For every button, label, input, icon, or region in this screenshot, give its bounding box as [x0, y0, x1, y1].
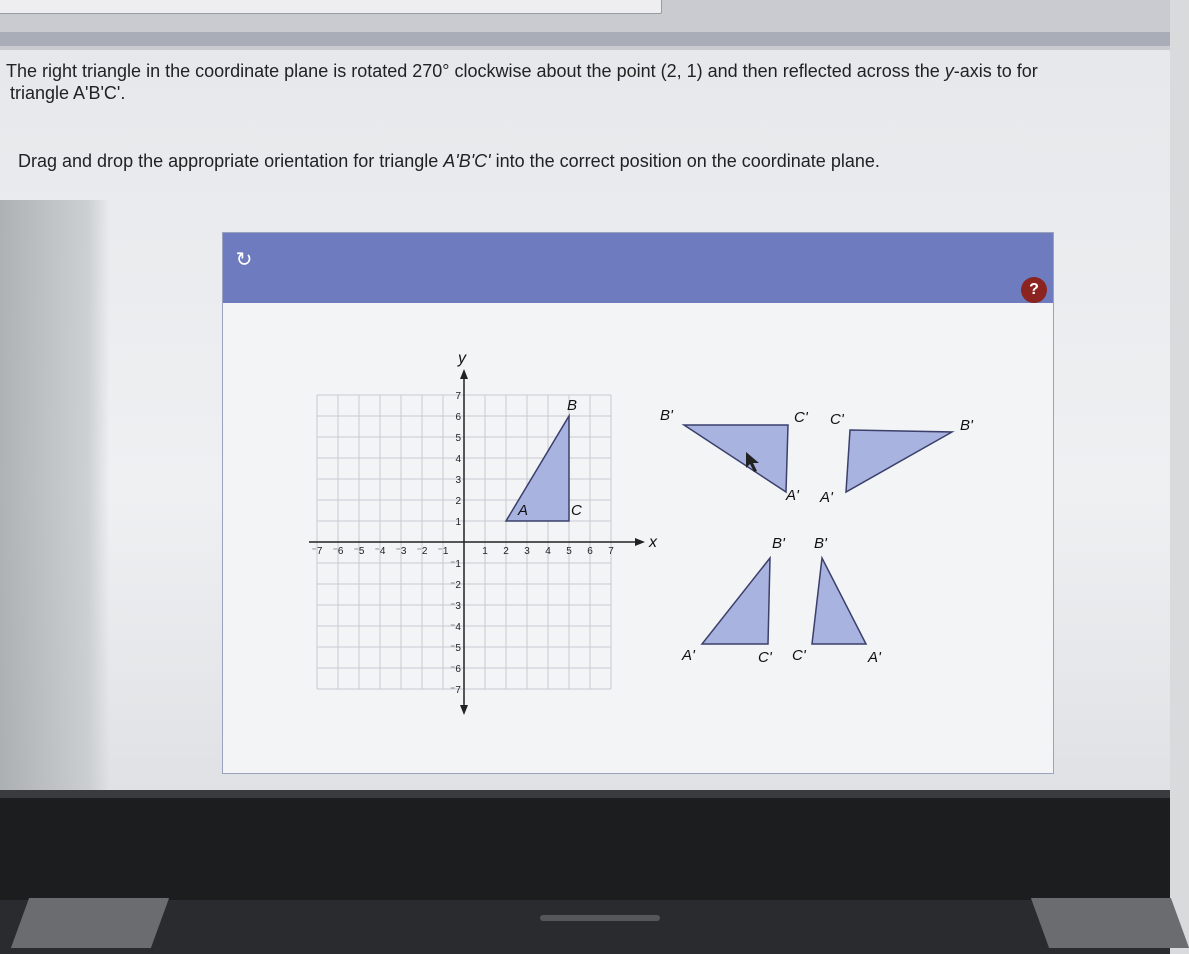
help-button[interactable]: ? — [1021, 277, 1047, 303]
prompt-text: -axis to for — [953, 61, 1038, 81]
vertex-label-a: A' — [682, 647, 695, 664]
toolbar-strip — [0, 32, 1170, 46]
prompt-line-2 — [18, 150, 880, 172]
answer-options — [640, 390, 1000, 680]
option-tile-3[interactable] — [680, 530, 790, 675]
rotation-center: (2, 1) — [660, 61, 703, 81]
option-tile-2[interactable] — [820, 390, 1000, 505]
vertex-label-c: C' — [758, 649, 772, 666]
vertex-label-b: B — [567, 397, 578, 414]
x-tick-label: 5 — [566, 546, 572, 557]
refresh-icon[interactable]: ↻ — [235, 249, 253, 271]
y-tick-label: ⁻3 — [450, 601, 461, 612]
prompt-line-1 — [6, 60, 1038, 82]
y-tick-label: ⁻7 — [450, 685, 461, 696]
panel-header — [223, 233, 1053, 303]
vertex-label-a: A — [518, 502, 529, 519]
x-tick-label: ⁻2 — [416, 546, 428, 557]
x-tick-label: 4 — [545, 546, 551, 557]
axes — [309, 350, 658, 715]
option-tile-1[interactable] — [646, 390, 806, 505]
hinge-slot — [540, 915, 660, 921]
rotation-degrees: 270° — [412, 61, 450, 81]
browser-top-bar — [0, 0, 1170, 50]
vertex-label-b: B' — [814, 535, 827, 552]
prompt-text: Drag and drop the appropriate orientation for triangle — [18, 151, 444, 171]
prompt-text: The right triangle in the coordinate plane is rotated — [6, 61, 413, 81]
y-tick-label: 5 — [455, 433, 461, 444]
y-tick-label: ⁻1 — [450, 559, 461, 570]
triangle-name: A'B'C' — [443, 151, 491, 171]
y-tick-label: ⁻5 — [450, 643, 461, 654]
vertex-label-b: B' — [660, 407, 673, 424]
x-tick-label: ⁻4 — [374, 546, 386, 557]
vertex-label-a: A' — [786, 487, 799, 504]
bezel-edge — [0, 790, 1170, 798]
hinge-left — [11, 898, 169, 948]
y-tick-label: 2 — [455, 496, 461, 507]
triangle-abc — [506, 416, 569, 521]
option-triangle — [702, 558, 770, 644]
x-tick-label: 1 — [482, 546, 488, 557]
x-tick-label: ⁻7 — [311, 546, 323, 557]
vertex-label-b: B' — [772, 535, 785, 552]
y-tick-label: ⁻6 — [450, 664, 461, 675]
vertex-label-c: C' — [794, 409, 808, 426]
option-triangle — [812, 558, 866, 644]
y-tick-label: ⁻2 — [450, 580, 461, 591]
y-tick-label: 6 — [455, 412, 461, 423]
vertex-label-b: B' — [960, 417, 973, 434]
screen-glare — [0, 200, 110, 790]
prompt-line-1b: triangle A'B'C'. — [10, 83, 126, 103]
x-tick-label: 6 — [587, 546, 593, 557]
x-tick-label: 7 — [608, 546, 614, 557]
y-tick-label: ⁻4 — [450, 622, 461, 633]
top-input-field[interactable] — [0, 0, 662, 14]
y-axis-arrow — [460, 369, 468, 379]
option-tile-4[interactable] — [790, 530, 900, 675]
y-tick-label: 3 — [455, 475, 461, 486]
x-tick-label: ⁻5 — [353, 546, 365, 557]
vertex-label-c: C' — [792, 647, 806, 664]
coordinate-plane[interactable] — [284, 322, 657, 696]
hinge-right — [1031, 898, 1189, 948]
y-tick-label: 1 — [455, 517, 461, 528]
y-tick-label: 4 — [455, 454, 461, 465]
x-tick-label: ⁻6 — [332, 546, 344, 557]
vertex-label-c: C' — [830, 411, 844, 428]
y-axis-label: y — [458, 350, 466, 367]
vertex-label-a: A' — [868, 649, 881, 666]
x-axis-label: x — [649, 534, 657, 551]
x-tick-label: ⁻1 — [437, 546, 449, 557]
x-tick-label: 2 — [503, 546, 509, 557]
prompt-text: into the correct position on the coordinate plane. — [490, 151, 880, 171]
option-triangle — [684, 425, 788, 492]
option-triangle — [846, 430, 952, 492]
vertex-label-a: A' — [820, 489, 833, 506]
prompt-text: and then reflected across the — [702, 61, 945, 81]
x-tick-label: ⁻3 — [395, 546, 407, 557]
laptop-hinge — [0, 900, 1170, 954]
y-tick-label: 7 — [455, 391, 461, 402]
prompt-text: clockwise about the point — [449, 61, 661, 81]
laptop-bezel — [0, 790, 1170, 954]
vertex-label-c: C — [571, 502, 582, 519]
axis-name: y — [944, 61, 954, 81]
x-tick-label: 3 — [524, 546, 530, 557]
